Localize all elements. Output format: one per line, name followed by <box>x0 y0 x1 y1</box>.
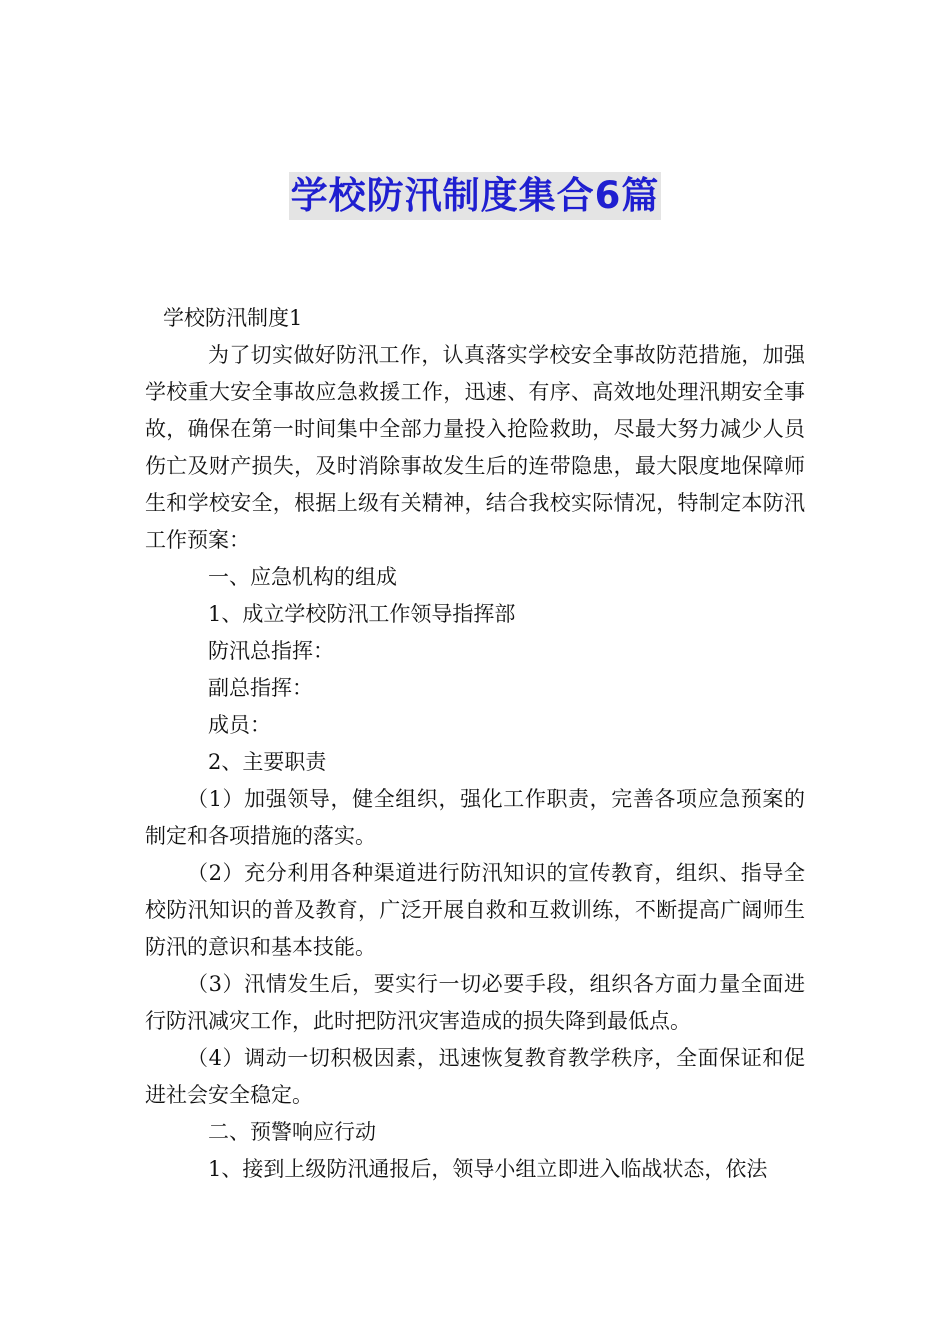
section-heading: 学校防汛制度1 <box>163 306 303 330</box>
paragraph: 1、成立学校防汛工作领导指挥部 <box>208 602 516 626</box>
paragraph: 一、应急机构的组成 <box>208 565 397 589</box>
document-title <box>0 172 950 220</box>
paragraph: （2）充分利用各种渠道进行防汛知识的宣传教育，组织、指导全校防汛知识的普及教育，广泛开展自救和互救训练，不断提高广阔师生防汛的意识和基本技能。 <box>145 861 805 959</box>
paragraph: （3）汛情发生后，要实行一切必要手段，组织各方面力量全面进行防汛减灾工作，此时把防汛灾害造成的损失降到最低点。 <box>145 972 805 1033</box>
paragraph: 1、接到上级防汛通报后，领导小组立即进入临战状态，依法 <box>208 1157 768 1181</box>
paragraph: （1）加强领导，健全组织，强化工作职责，完善各项应急预案的制定和各项措施的落实。 <box>145 787 805 848</box>
paragraph: 防汛总指挥： <box>208 639 334 663</box>
paragraph: （4）调动一切积极因素，迅速恢复教育教学秩序，全面保证和促进社会安全稳定。 <box>145 1046 805 1107</box>
paragraph: 成员： <box>208 713 271 737</box>
document-title-text: 学校防汛制度集合6篇 <box>289 172 662 220</box>
paragraph: 副总指挥： <box>208 676 313 700</box>
paragraph: 为了切实做好防汛工作，认真落实学校安全事故防范措施，加强学校重大安全事故应急救援工作，迅速、有序、高效地处理汛期安全事故，确保在第一时间集中全部力量投入抢险救助，尽最大努力减少人员伤亡及财产损失，及时消除事故发生后的连带隐患，最大限度地保障师生和学校安全，根据上级有关精神，结合我校实际情况，特制定本防汛工作预案： <box>145 343 805 552</box>
paragraph: 二、预警响应行动 <box>208 1120 376 1144</box>
paragraph: 2、主要职责 <box>208 750 327 774</box>
document-body <box>145 300 805 1188</box>
